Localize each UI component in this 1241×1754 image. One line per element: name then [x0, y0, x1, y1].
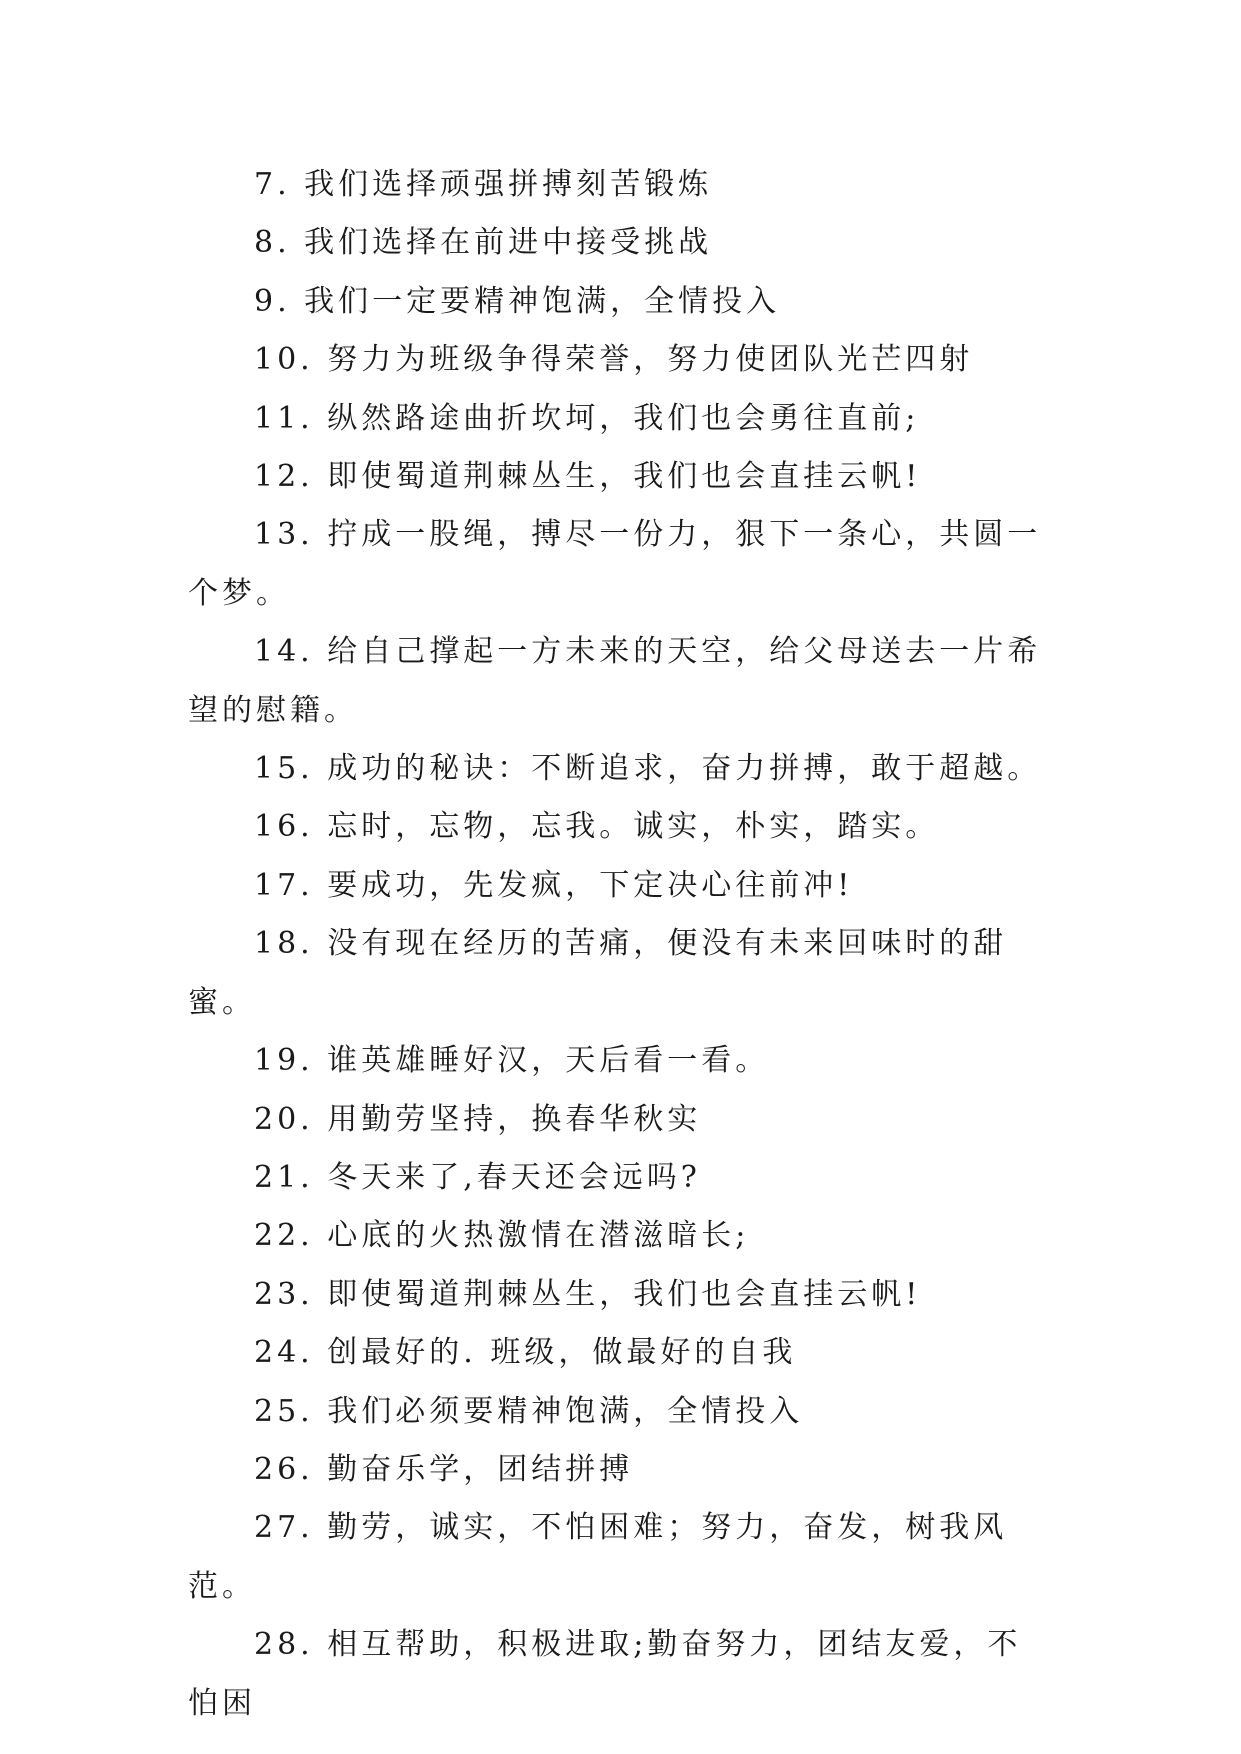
- list-item: 8. 我们选择在前进中接受挑战: [254, 225, 713, 261]
- list-item: 14. 给自己撑起一方未来的天空，给父母送去一片希望的慰籍。: [188, 634, 1042, 728]
- slogan-list: [188, 156, 1054, 1733]
- list-item: 22. 心底的火热激情在潜滋暗长;: [254, 1218, 750, 1254]
- list-item: 15. 成功的秘诀：不断追求，奋力拼搏，敢于超越。: [254, 751, 1042, 787]
- list-item: 21. 冬天来了,春天还会远吗?: [254, 1159, 701, 1195]
- list-item: 9. 我们一定要精神饱满，全情投入: [254, 283, 781, 319]
- list-item: 27. 勤劳，诚实，不怕困难；努力，奋发，树我风范。: [188, 1510, 1008, 1604]
- list-item: 19. 谁英雄睡好汉，天后看一看。: [254, 1043, 770, 1079]
- list-item: 26. 勤奋乐学，团结拼搏: [254, 1451, 634, 1487]
- list-item: 12. 即使蜀道荆棘丛生，我们也会直挂云帆!: [254, 459, 922, 495]
- list-item: 17. 要成功，先发疯，下定决心往前冲!: [254, 867, 854, 903]
- list-item: 28. 相互帮助，积极进取;勤奋努力，团结友爱，不怕困: [188, 1627, 1022, 1721]
- list-item: 16. 忘时，忘物，忘我。诚实，朴实，踏实。: [254, 809, 940, 845]
- list-item: 13. 拧成一股绳，搏尽一份力，狠下一条心，共圆一个梦。: [188, 517, 1042, 611]
- list-item: 24. 创最好的. 班级，做最好的自我: [254, 1335, 797, 1371]
- list-item: 20. 用勤劳坚持，换春华秋实: [254, 1101, 702, 1137]
- list-item: 18. 没有现在经历的苦痛，便没有未来回味时的甜蜜。: [188, 926, 1008, 1020]
- list-item: 11. 纵然路途曲折坎坷，我们也会勇往直前;: [254, 400, 920, 436]
- list-item: 25. 我们必须要精神饱满，全情投入: [254, 1393, 804, 1429]
- list-item: 23. 即使蜀道荆棘丛生，我们也会直挂云帆!: [254, 1276, 922, 1312]
- list-item: 7. 我们选择顽强拼搏刻苦锻炼: [254, 167, 713, 202]
- list-item: 10. 努力为班级争得荣誉，努力使团队光芒四射: [254, 342, 974, 378]
